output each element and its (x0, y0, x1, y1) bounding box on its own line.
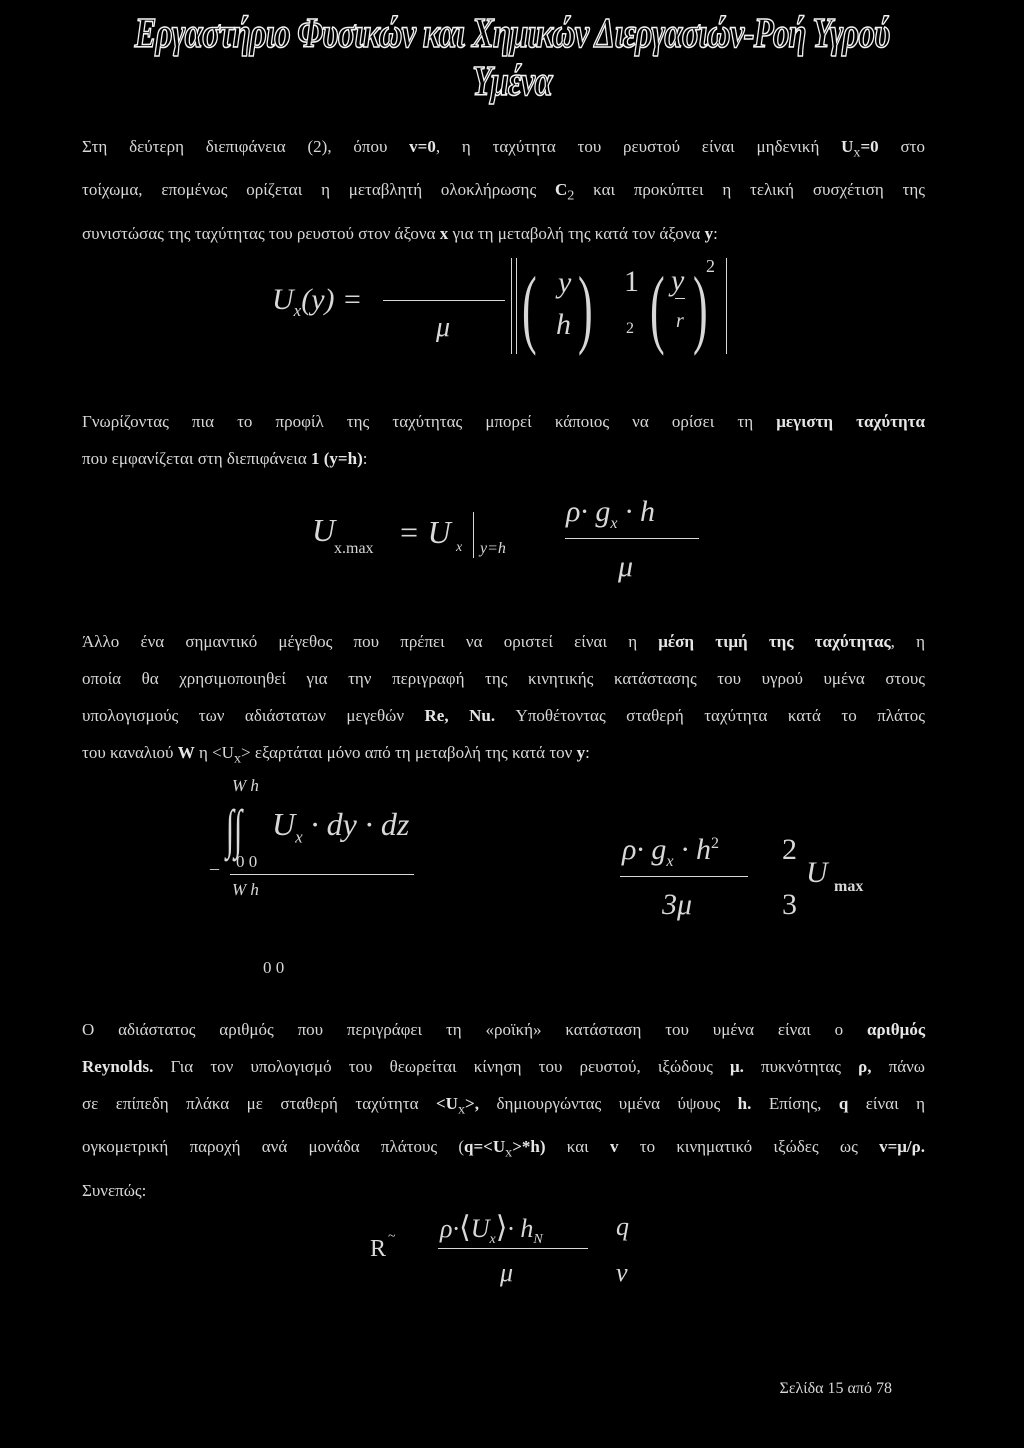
paragraph-4-line-3 (82, 1085, 925, 1128)
text: : (362, 449, 368, 468)
denominator: ν (616, 1258, 628, 1287)
text: Υποθέτοντας σταθερή ταχύτητα κατά το πλάτος (495, 706, 925, 725)
text: υπολογισμούς των αδιάστατων μεγεθών (82, 706, 425, 725)
paragraph-4 (82, 1011, 925, 1209)
numerator: q (616, 1212, 629, 1241)
denominator: 2 (626, 320, 634, 337)
symbol: · h (673, 833, 712, 866)
numerator (622, 833, 719, 871)
text: 2 (313, 137, 322, 156)
bracket-right (726, 258, 727, 354)
paragraph-4-line-4 (82, 1128, 925, 1171)
bold-term: U (841, 137, 854, 156)
text: , η (890, 632, 925, 651)
bold-term: Reynolds. (82, 1057, 154, 1076)
numerator (566, 495, 655, 533)
numerator (440, 1210, 543, 1248)
symbol: U (272, 806, 296, 842)
paragraph-4-line-5: Συνεπώς: (82, 1180, 147, 1200)
bold-term: v=μ/ρ. (879, 1137, 926, 1157)
text: ογκομετρική παροχή ανά μονάδα πλάτους ( (82, 1137, 465, 1157)
paren-close: ) (578, 260, 593, 357)
text: Άλλο ένα σημαντικό μέγεθος που πρέπει να οριστεί είναι η (82, 632, 659, 651)
subscript: x.max (334, 540, 374, 557)
subscript: x (295, 827, 303, 847)
page-header-title: Εργαστήριο Φυσικών και Χημικών Διεργασιών-Ροή Υγρού Υμένα (134, 11, 890, 105)
paren-close: ) (693, 260, 708, 357)
paragraph-3-line-3 (82, 697, 925, 734)
subscript: x (505, 1144, 513, 1161)
text: : (713, 223, 718, 243)
page-number: Σελίδα 15 από 78 (779, 1380, 892, 1397)
fraction-bar (565, 538, 699, 539)
symbol: · h (617, 495, 656, 528)
bold-term: >*h) (512, 1137, 546, 1157)
bold-term: y (576, 743, 586, 762)
integral-limits: 0 0 (263, 958, 285, 977)
symbol: ρ· (440, 1214, 459, 1243)
bold-term: Re, Nu. (424, 706, 496, 725)
paren-open: ( (522, 260, 537, 357)
symbol: ρ· g (566, 495, 611, 528)
symbol: U (312, 512, 336, 548)
subscript: x (853, 144, 861, 161)
symbol: U (806, 856, 828, 889)
fraction-bar (230, 874, 414, 875)
denominator: 3 (782, 888, 797, 921)
integral-sign: ∫∫ (226, 799, 243, 859)
minus-sign: – (210, 858, 219, 878)
bold-term: x (439, 223, 449, 243)
eq1-lhs (272, 283, 362, 321)
text: τοίχωμα, επομένως ορίζεται η μεταβλητή ολοκλήρωσης (82, 180, 555, 200)
text: για τη μεταβολή της κατά τον άξονα (448, 223, 705, 243)
bold-term: μέση τιμή της ταχύτητας (658, 632, 891, 651)
bold-term: <U (436, 1094, 458, 1113)
integral-limits: W h (232, 776, 259, 795)
paragraph-3-line-1 (82, 623, 925, 660)
subscript: x (489, 1232, 496, 1248)
subscript: N (533, 1232, 543, 1248)
text: > (241, 743, 251, 762)
text: Γνωρίζοντας πια το προφίλ της ταχύτητας μπορεί κάποιος να ορίσει τη (82, 412, 777, 431)
denominator: r (676, 310, 684, 332)
text: <U (212, 743, 234, 762)
denominator: μ (618, 550, 634, 583)
paragraph-1 (82, 128, 925, 252)
text: η (194, 743, 213, 762)
text: δημιουργώντας υμένα ύψους (478, 1094, 738, 1113)
bold-term: αριθμός (866, 1020, 925, 1039)
text: Για τον υπολογισμό του θεωρείται κίνηση του ρευστού, ιξώδους (153, 1057, 730, 1076)
integral-limits: 0 0 (236, 852, 258, 871)
bold-term: v=0 (409, 137, 436, 156)
paragraph-1-line-1 (82, 128, 925, 171)
exponent: 2 (711, 835, 720, 852)
symbol: U (272, 283, 294, 316)
subscript: x (610, 515, 618, 532)
text: το κινηματικό ιξώδες ως (618, 1137, 880, 1157)
bold-term: h. (737, 1094, 752, 1113)
symbol: · h (507, 1214, 534, 1243)
bold-term: v (609, 1137, 619, 1157)
text: Ο αδιάστατος αριθμός που περιγράφει τη «ροϊκή» κατάσταση του υμένα είναι ο (82, 1020, 867, 1039)
bold-term: C (554, 180, 568, 200)
bold-term: 1 (y=h) (311, 449, 363, 468)
text: πυκνότητας (743, 1057, 859, 1076)
denominator: μ (436, 312, 451, 343)
numerator: 2 (782, 833, 797, 866)
text: σε επίπεδη πλάκα με σταθερή ταχύτητα (82, 1094, 436, 1113)
text: Επίσης, (751, 1094, 839, 1113)
bold-term: q=<U (464, 1137, 506, 1157)
text: Στη δεύτερη διεπιφάνεια ( (82, 137, 314, 156)
subscript: 2 (567, 187, 575, 204)
bold-term: q (838, 1094, 849, 1113)
exponent: 2 (706, 256, 715, 276)
bold-term: =0 (860, 137, 879, 156)
symbol: = U (398, 514, 451, 550)
text: και προκύπτει η τελική συσχέτιση της (574, 180, 926, 200)
paragraph-3-line-4 (82, 734, 925, 777)
bold-term: μ. (730, 1057, 744, 1076)
numerator: y (558, 266, 572, 299)
paragraph-1-line-3 (82, 215, 925, 252)
fraction-bar (383, 300, 505, 301)
text: , η ταχύτητα του ρευστού είναι μηδενική (435, 137, 842, 156)
denominator: h (556, 308, 571, 341)
text: και (545, 1137, 610, 1157)
subscript: x (456, 540, 463, 555)
text: πάνω (871, 1057, 925, 1076)
bracket-left-inner (516, 258, 517, 354)
symbol: U (470, 1214, 490, 1243)
subscript: x (666, 853, 674, 870)
integrand (272, 806, 409, 847)
bold-term: μεγιστη ταχύτητα (776, 412, 925, 431)
paren-open: ( (650, 260, 665, 357)
text: εξαρτάται μόνο από τη μεταβολή της κατά τον (250, 743, 577, 762)
text: : (585, 743, 590, 762)
symbol: R (370, 1236, 387, 1262)
bold-term: >, (465, 1094, 479, 1113)
text: συνιστώσας της ταχύτητας του ρευστού στον άξονα (82, 223, 440, 243)
subscript: x (233, 750, 242, 767)
bold-term: ρ, (858, 1057, 872, 1076)
angle-open: ⟨ (458, 1211, 471, 1244)
subscript: x (457, 1101, 466, 1118)
angle-close: ⟩ (495, 1211, 508, 1244)
fraction-bar (438, 1248, 588, 1249)
fraction-bar (620, 876, 748, 877)
subscript: x (293, 301, 302, 320)
paragraph-2-line-1 (82, 403, 925, 440)
text: που εμφανίζεται στη διεπιφάνεια (82, 449, 312, 468)
denominator: μ (500, 1258, 514, 1287)
paragraph-4-line-2 (82, 1048, 925, 1085)
paragraph-3 (82, 623, 925, 777)
text: στο (878, 137, 925, 156)
paragraph-1-line-2 (82, 171, 925, 214)
text: του καναλιού (82, 743, 178, 762)
subscript: max (834, 878, 864, 895)
paragraph-2-line-2 (82, 440, 925, 477)
bold-term: W (177, 743, 195, 762)
paragraph-4-line-1 (82, 1011, 925, 1048)
paragraph-2 (82, 403, 925, 477)
fraction-bar (675, 298, 685, 299)
numerator: 1 (624, 265, 639, 298)
symbol: ρ· g (622, 833, 667, 866)
bold-term: y (704, 223, 714, 243)
denominator: 3μ (662, 888, 693, 921)
bracket-left (511, 258, 512, 354)
numerator: y (671, 264, 685, 297)
symbol: ~ (388, 1229, 396, 1244)
text: είναι η (848, 1094, 926, 1113)
evaluation-point: y=h (480, 540, 506, 557)
paragraph-3-line-2: οποία θα χρησιμοποιηθεί για την περιγραφή της κινητικής κατάστασης του υγρού υμένα στους (82, 669, 925, 688)
symbol: · dy · dz (302, 806, 410, 842)
text: ), όπου (321, 137, 410, 156)
symbol: (y) = (301, 283, 363, 316)
integral-limits: W h (232, 880, 259, 899)
evaluation-bar (473, 512, 474, 558)
